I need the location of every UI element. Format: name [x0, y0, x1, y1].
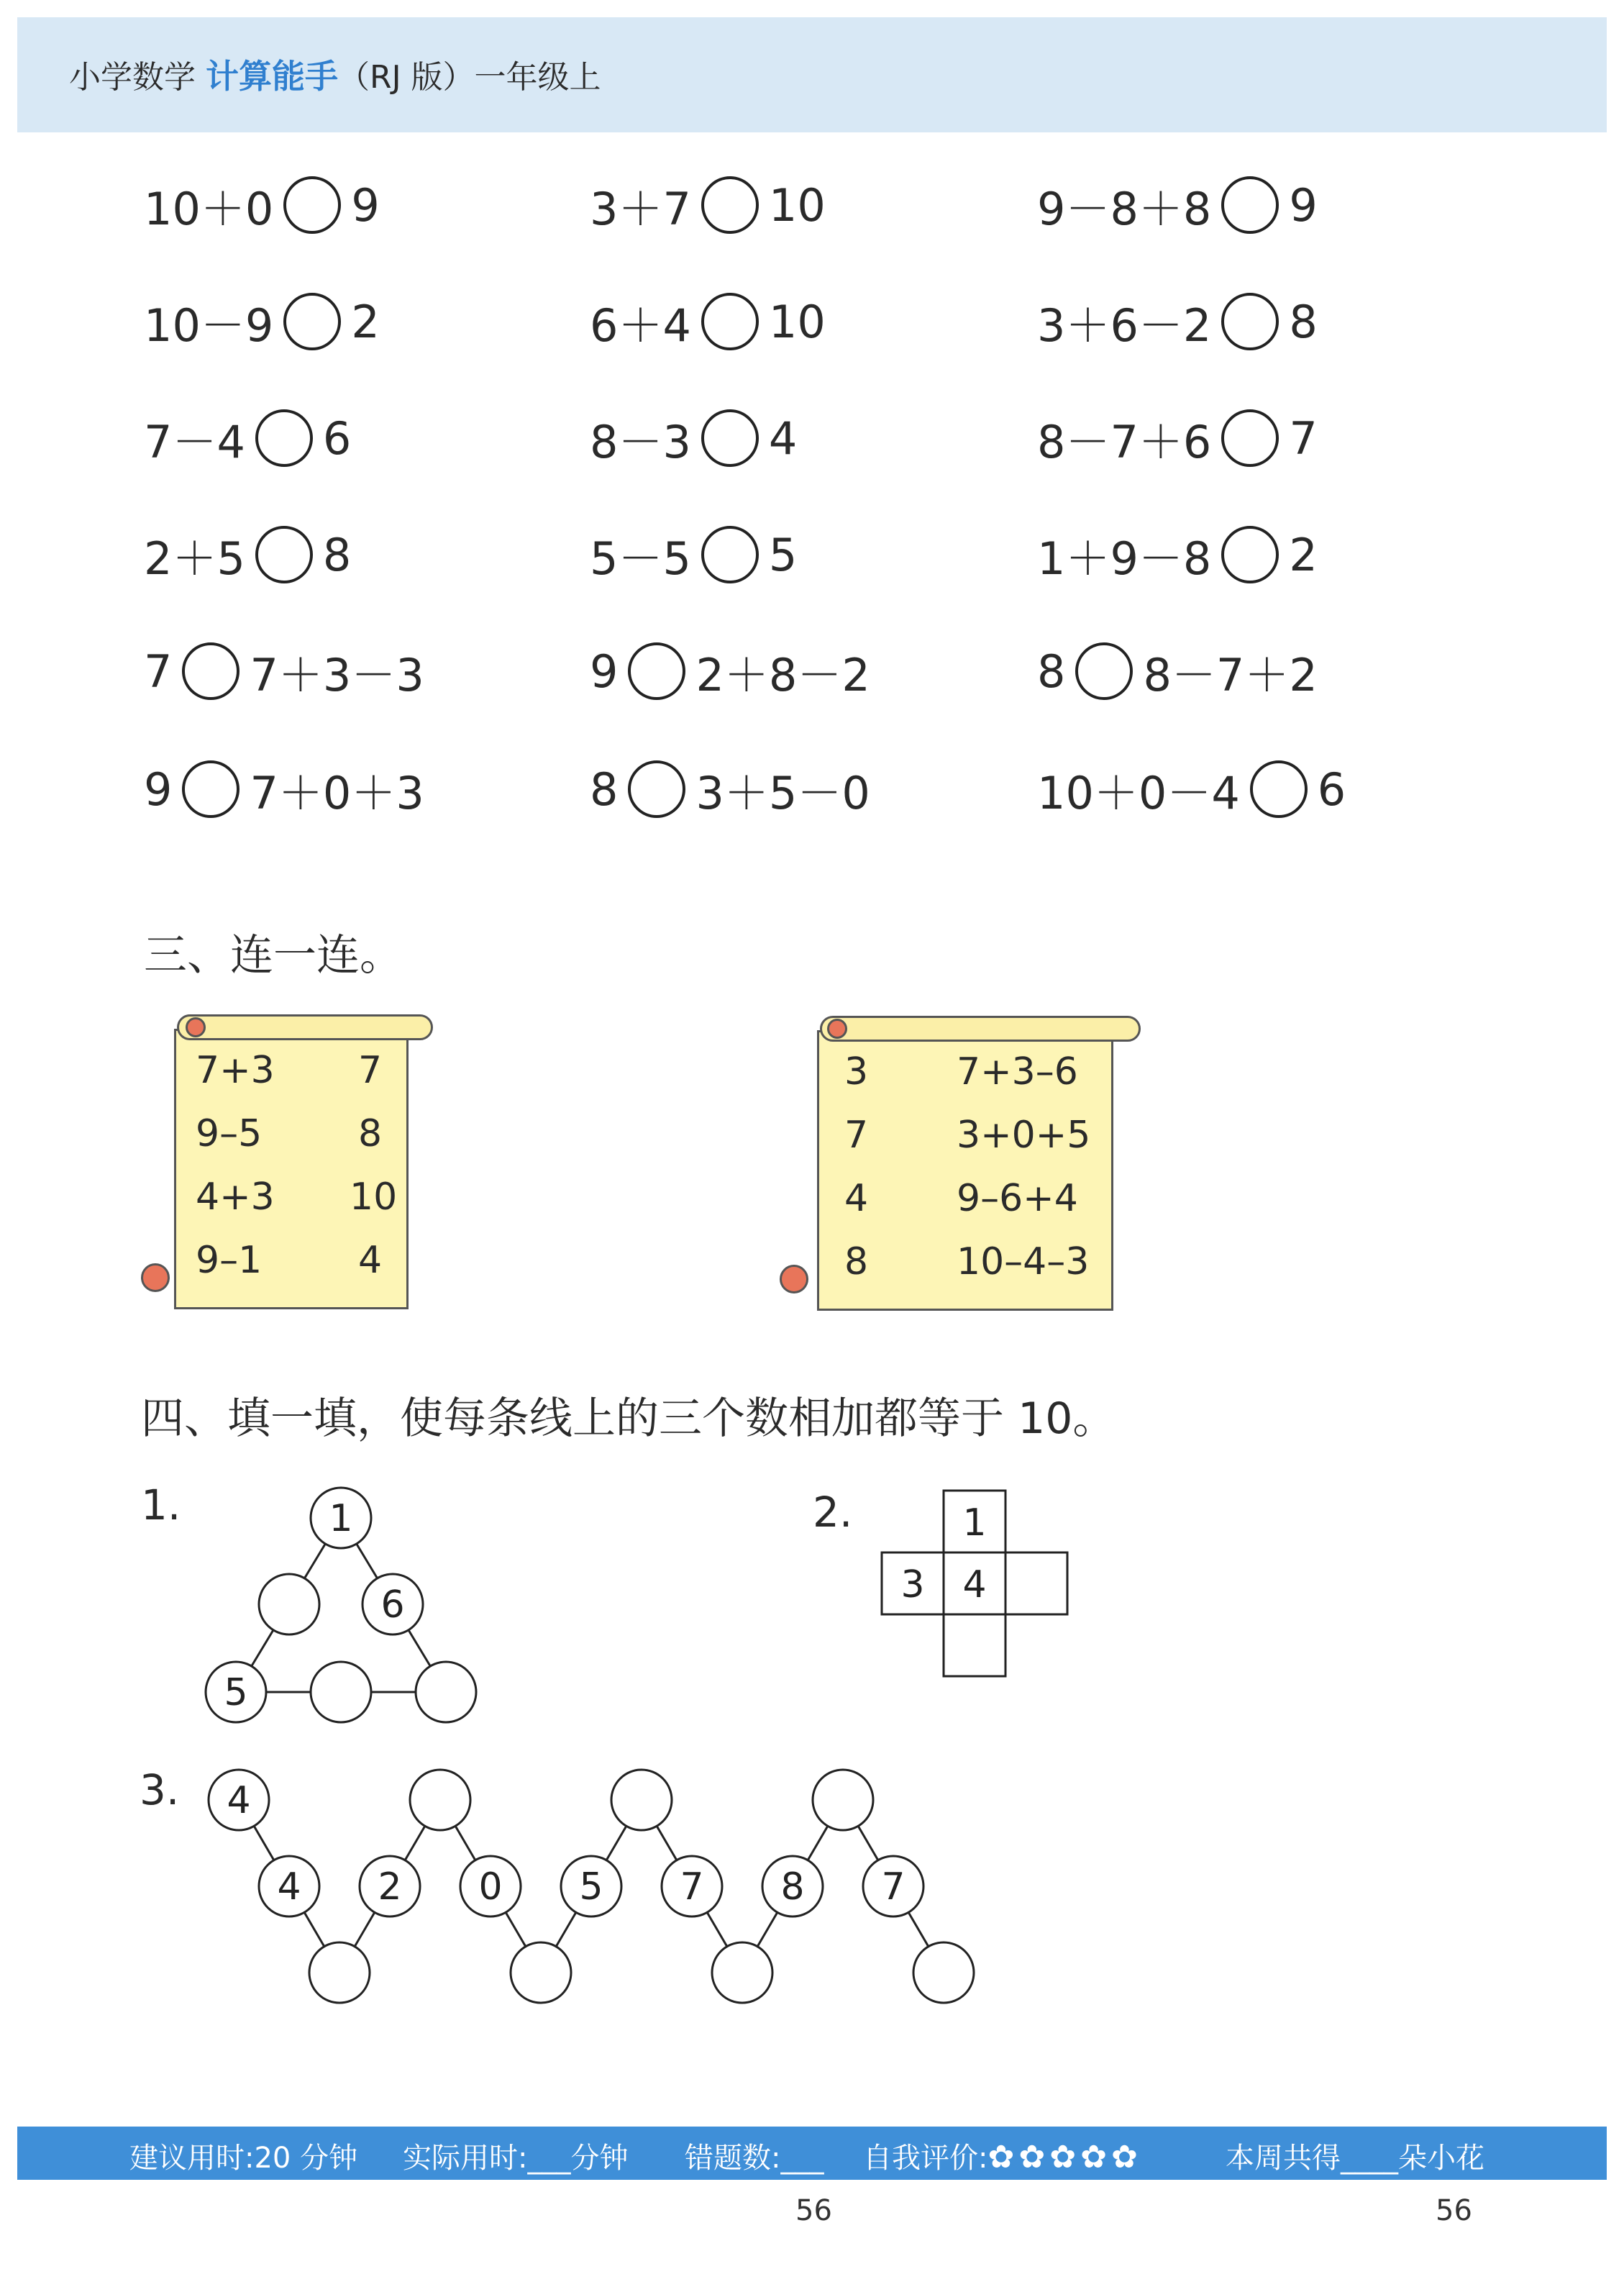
zigzag-mid-value-5: 7	[680, 1865, 704, 1909]
comparison-item	[144, 522, 351, 587]
comparison-right: 7	[1289, 411, 1318, 465]
comparison-answer-circle[interactable]	[701, 409, 759, 467]
scroll2-right-1[interactable]: 7+3–6	[957, 1050, 1078, 1093]
comparison-answer-circle[interactable]	[283, 293, 341, 350]
problem-3-label: 3.	[140, 1765, 180, 1814]
comparison-right: 8	[1289, 295, 1318, 348]
title-suffix: （RJ 版）一年级上	[338, 59, 601, 96]
comparison-left: 3＋6－2	[1037, 299, 1212, 352]
comparison-right: 8	[322, 528, 352, 581]
comparison-item	[144, 173, 380, 237]
comparison-left: 7	[144, 645, 173, 698]
scroll-card-1	[141, 1014, 436, 1302]
comparison-item	[590, 757, 870, 822]
comparison-left: 5－5	[590, 532, 691, 585]
cross-center-value: 4	[962, 1563, 987, 1606]
cross-top-value: 1	[962, 1501, 987, 1545]
comparison-left: 9	[590, 645, 619, 698]
scroll2-left-2[interactable]: 7	[844, 1114, 869, 1157]
scroll2-left-4[interactable]: 8	[844, 1240, 869, 1283]
comparison-answer-circle[interactable]	[1221, 409, 1279, 467]
comparison-answer-circle[interactable]	[1221, 176, 1279, 234]
comparison-answer-circle[interactable]	[255, 409, 313, 467]
comparison-left: 1＋9－8	[1037, 532, 1212, 585]
triangle-node-left-mid[interactable]	[259, 1574, 319, 1634]
comparison-right: 10	[768, 295, 826, 348]
zigzag-start-value: 4	[227, 1779, 251, 1822]
zigzag-node-5[interactable]	[410, 1770, 470, 1830]
comparison-right: 6	[1317, 763, 1346, 816]
scroll2-left-3[interactable]: 4	[844, 1177, 869, 1220]
scroll1-right-4[interactable]: 4	[358, 1239, 383, 1282]
comparison-left: 8	[590, 763, 619, 816]
cross-cell-right[interactable]	[1005, 1552, 1067, 1614]
zigzag-node-13[interactable]	[813, 1770, 873, 1830]
comparison-right: 4	[768, 411, 798, 465]
page-number-right: 56	[1436, 2194, 1472, 2227]
section-3-title: 三、连一连。	[144, 930, 403, 981]
title-brand: 计算能手	[206, 57, 338, 96]
comparison-item	[1037, 522, 1318, 587]
triangle-bottom-left-value: 5	[224, 1671, 248, 1714]
comparison-item	[590, 639, 870, 704]
scroll1-right-3[interactable]: 10	[350, 1176, 398, 1219]
suggested-time: 建议用时:20 分钟	[129, 2142, 358, 2175]
zigzag-mid-value-4: 5	[579, 1865, 603, 1909]
comparison-item	[1037, 289, 1318, 354]
scroll-card-2	[780, 1016, 1146, 1304]
comparison-right: 7＋3－3	[250, 648, 424, 701]
triangle-node-bottom-right[interactable]	[416, 1662, 476, 1722]
comparison-answer-circle[interactable]	[182, 760, 240, 818]
comparison-item	[144, 757, 424, 822]
comparison-answer-circle[interactable]	[628, 642, 685, 700]
comparison-item	[590, 406, 797, 470]
zigzag-node-9[interactable]	[611, 1770, 672, 1830]
scroll2-right-2[interactable]: 3+0+5	[957, 1114, 1091, 1157]
title-prefix: 小学数学	[69, 59, 206, 96]
scroll2-left-1[interactable]: 3	[844, 1050, 869, 1093]
book-title	[69, 50, 601, 98]
problem-2-label: 2.	[813, 1488, 853, 1537]
comparison-item	[144, 639, 424, 704]
flower-icons: ✿✿✿✿✿	[987, 2139, 1142, 2175]
zigzag-puzzle	[194, 1748, 1000, 2022]
comparison-answer-circle[interactable]	[1221, 526, 1279, 583]
scroll1-right-1[interactable]: 7	[358, 1049, 383, 1092]
zigzag-mid-value-1: 4	[277, 1865, 301, 1909]
triangle-puzzle	[194, 1475, 496, 1734]
comparison-right: 8－7＋2	[1143, 648, 1318, 701]
comparison-item	[590, 522, 797, 587]
zigzag-mid-value-3: 0	[478, 1865, 503, 1909]
zigzag-node-7[interactable]	[511, 1942, 571, 2003]
cross-left-value: 3	[900, 1563, 925, 1606]
comparison-left: 9－8＋8	[1037, 182, 1212, 235]
comparison-right: 2＋8－2	[695, 648, 870, 701]
comparison-right: 9	[1289, 178, 1318, 232]
comparison-item	[590, 289, 826, 354]
comparison-right: 6	[322, 411, 352, 465]
triangle-right-mid-value: 6	[380, 1583, 405, 1627]
scroll2-right-4[interactable]: 10–4–3	[957, 1240, 1090, 1283]
comparison-item	[1037, 757, 1346, 822]
comparison-answer-circle[interactable]	[701, 526, 759, 583]
comparison-left: 8	[1037, 645, 1066, 698]
zigzag-node-15[interactable]	[913, 1942, 974, 2003]
cross-cell-bottom[interactable]	[944, 1614, 1005, 1676]
scroll1-left-1[interactable]: 7+3	[196, 1049, 275, 1092]
comparison-answer-circle[interactable]	[701, 176, 759, 234]
page-number-center: 56	[795, 2194, 832, 2227]
zigzag-node-11[interactable]	[712, 1942, 772, 2003]
comparison-right: 9	[351, 178, 380, 232]
comparison-item	[1037, 406, 1318, 470]
scroll2-right-3[interactable]: 9–6+4	[957, 1177, 1078, 1220]
comparison-answer-circle[interactable]	[701, 293, 759, 350]
cross-grid-puzzle	[877, 1489, 1079, 1683]
comparison-right: 7＋0＋3	[250, 766, 424, 819]
comparison-left: 8－3	[590, 415, 691, 468]
comparison-right: 2	[351, 295, 380, 348]
zigzag-node-3[interactable]	[309, 1942, 370, 2003]
comparison-left: 10＋0	[144, 182, 274, 235]
comparison-item	[144, 406, 351, 470]
comparison-item	[1037, 639, 1318, 704]
comparison-right: 2	[1289, 528, 1318, 581]
comparison-left: 8－7＋6	[1037, 415, 1212, 468]
triangle-node-bottom-mid[interactable]	[311, 1662, 371, 1722]
comparison-answer-circle[interactable]	[1250, 760, 1308, 818]
problem-1-label: 1.	[141, 1481, 181, 1529]
comparison-answer-circle[interactable]	[1221, 293, 1279, 350]
zigzag-mid-value-6: 8	[780, 1865, 805, 1909]
comparison-left: 2＋5	[144, 532, 245, 585]
section-4-title: 四、填一填，使每条线上的三个数相加都等于 10。	[141, 1393, 1116, 1444]
comparison-right: 3＋5－0	[695, 766, 870, 819]
comparison-left: 6＋4	[590, 299, 691, 352]
error-count: 错题数:___	[685, 2142, 824, 2175]
scroll1-left-2[interactable]: 9–5	[196, 1112, 263, 1155]
comparison-item	[144, 289, 380, 354]
comparison-item	[1037, 173, 1318, 237]
zigzag-mid-value-7: 7	[881, 1865, 905, 1909]
self-evaluation	[863, 2135, 1142, 2176]
comparison-answer-circle[interactable]	[628, 760, 685, 818]
scroll1-left-3[interactable]: 4+3	[196, 1176, 275, 1219]
comparison-answer-circle[interactable]	[255, 526, 313, 583]
comparison-left: 3＋7	[590, 182, 691, 235]
scroll1-left-4[interactable]: 9–1	[196, 1239, 263, 1282]
self-evaluation-label: 自我评价:	[863, 2142, 988, 2175]
comparison-item	[590, 173, 826, 237]
comparison-left: 10－9	[144, 299, 274, 352]
comparison-right: 10	[768, 178, 826, 232]
comparison-left: 10＋0－4	[1037, 766, 1240, 819]
triangle-top-value: 1	[329, 1497, 353, 1540]
comparison-answer-circle[interactable]	[1075, 642, 1133, 700]
comparison-left: 7－4	[144, 415, 245, 468]
scroll1-right-2[interactable]: 8	[358, 1112, 383, 1155]
comparison-right: 5	[768, 528, 798, 581]
comparison-answer-circle[interactable]	[182, 642, 240, 700]
comparison-answer-circle[interactable]	[283, 176, 341, 234]
weekly-flowers: 本周共得____朵小花	[1226, 2142, 1484, 2175]
comparison-left: 9	[144, 763, 173, 816]
actual-time: 实际用时:___分钟	[403, 2142, 629, 2175]
zigzag-mid-value-2: 2	[378, 1865, 402, 1909]
